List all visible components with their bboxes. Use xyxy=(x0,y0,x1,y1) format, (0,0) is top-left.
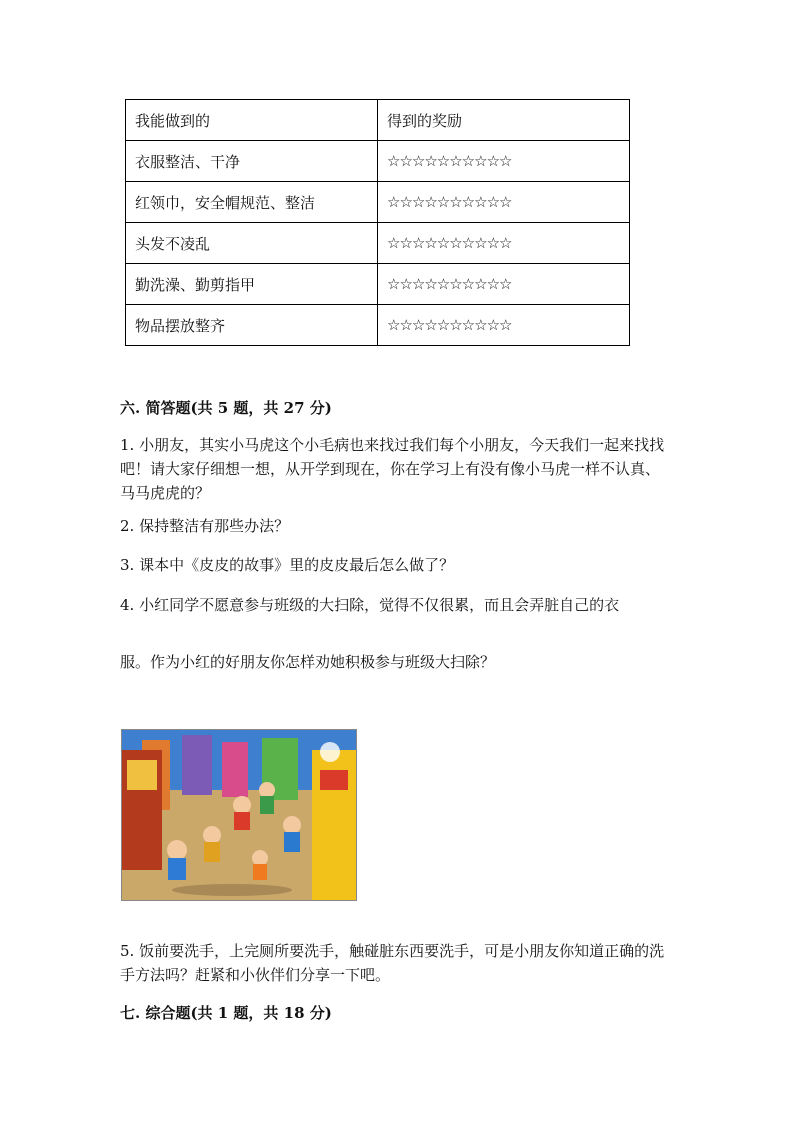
reward-stars: ☆☆☆☆☆☆☆☆☆☆ xyxy=(378,264,630,305)
table-header-row xyxy=(126,100,630,141)
question-2: 2. 保持整洁有那些办法？ xyxy=(120,517,290,535)
item-cell: 红领巾，安全帽规范、整洁 xyxy=(126,182,378,223)
item-cell: 物品摆放整齐 xyxy=(126,305,378,346)
section-7-title: 七. 综合题(共 1 题，共 18 分) xyxy=(120,1004,332,1022)
reward-stars: ☆☆☆☆☆☆☆☆☆☆ xyxy=(378,182,630,223)
reward-stars: ☆☆☆☆☆☆☆☆☆☆ xyxy=(378,305,630,346)
item-cell: 衣服整洁、干净 xyxy=(126,141,378,182)
question-4-continued: 服。作为小红的好朋友你怎样劝她积极参与班级大扫除？ xyxy=(120,653,496,671)
question-1: 1. 小朋友，其实小马虎这个小毛病也来找过我们每个小朋友，今天我们一起来找找吧！请大家仔细想一想，从开学到现在，你在学习上有没有像小马虎一样不认真、马马虎虎的？ xyxy=(120,436,665,502)
table-row xyxy=(126,264,630,305)
table-row xyxy=(126,305,630,346)
reward-stars: ☆☆☆☆☆☆☆☆☆☆ xyxy=(378,141,630,182)
question-5: 5. 饭前要洗手，上完厕所要洗手，触碰脏东西要洗手，可是小朋友你知道正确的洗手方法吗？赶紧和小伙伴们分享一下吧。 xyxy=(120,942,665,984)
header-cell: 我能做到的 xyxy=(126,100,378,141)
reward-table xyxy=(125,99,630,346)
table-row xyxy=(126,182,630,223)
cartoon-illustration xyxy=(121,729,357,901)
question-4: 4. 小红同学不愿意参与班级的大扫除，觉得不仅很累，而且会弄脏自己的衣 xyxy=(120,596,620,614)
item-cell: 头发不凌乱 xyxy=(126,223,378,264)
item-cell: 勤洗澡、勤剪指甲 xyxy=(126,264,378,305)
header-cell: 得到的奖励 xyxy=(378,100,630,141)
table-row xyxy=(126,141,630,182)
reward-stars: ☆☆☆☆☆☆☆☆☆☆ xyxy=(378,223,630,264)
question-3: 3. 课本中《皮皮的故事》里的皮皮最后怎么做了？ xyxy=(120,556,455,574)
section-6-title: 六. 简答题(共 5 题，共 27 分) xyxy=(120,399,332,417)
table-row xyxy=(126,223,630,264)
